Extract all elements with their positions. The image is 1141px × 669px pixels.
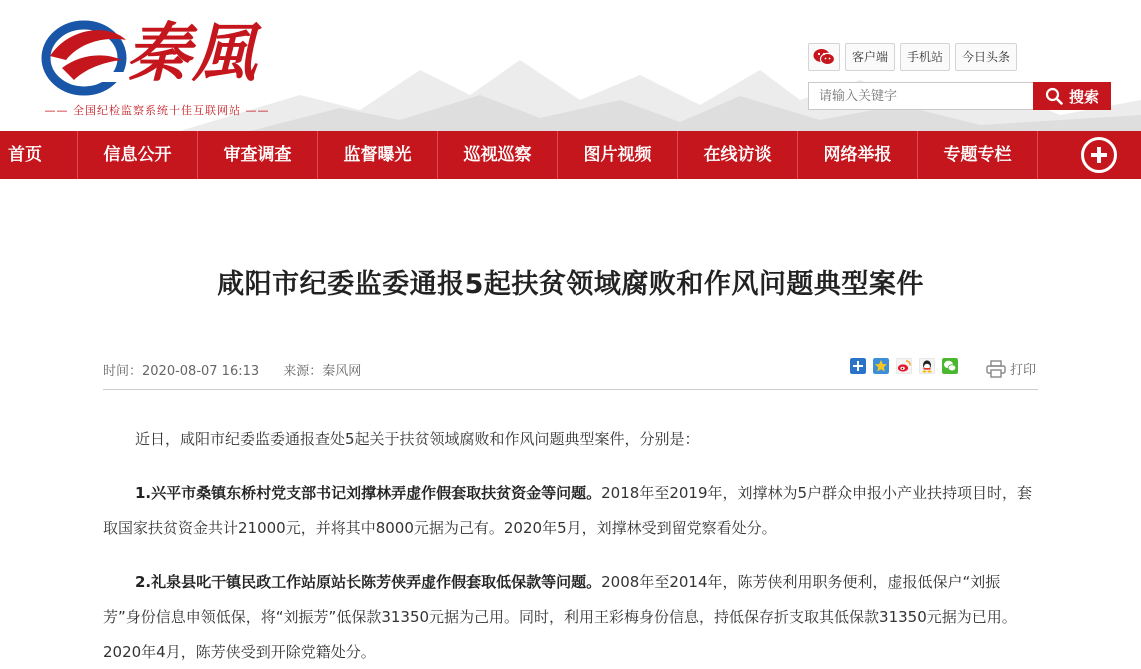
case-paragraph [103, 565, 1038, 669]
site-header [0, 0, 1141, 131]
article-title: 咸阳市纪委监委通报5起扶贫领域腐败和作风问题典型案件 [217, 269, 924, 300]
article-source: 来源：秦风网 [283, 364, 362, 379]
nav-item-online-report[interactable]: 网络举报 [798, 131, 918, 179]
logo-text: 秦風 [126, 16, 258, 91]
article-meta [103, 360, 381, 379]
case-text: 2008年至2014年，陈芳侠利用职务便利，虚报低保户“刘振芳”身份信息申领低保，将“刘振芳”低保款31350元据为己用。同时，利用王彩梅身份信息，持低保存折支取其低保款31350元据为已用。2020年4月，陈芳侠受到开除党籍处分。 [103, 573, 1017, 661]
nav-item-online-interview[interactable]: 在线访谈 [678, 131, 798, 179]
share-more-icon[interactable] [850, 358, 866, 374]
search-button-label: 搜索 [1068, 87, 1099, 106]
printer-icon [986, 360, 1006, 378]
search-input[interactable] [808, 82, 1033, 110]
site-logo[interactable] [22, 12, 292, 122]
search-icon [1045, 87, 1063, 105]
nav-item-info-disclosure[interactable]: 信息公开 [78, 131, 198, 179]
print-button[interactable] [986, 359, 1036, 378]
mobile-site-link[interactable]: 手机站 [900, 43, 950, 71]
article-body [103, 422, 1038, 669]
client-app-link[interactable]: 客户端 [845, 43, 895, 71]
case-text: 2018年至2019年，刘撑林为5户群众申报小产业扶持项目时，套取国家扶贫资金共计21000元，并将其中8000元据为己有。2020年5月，刘撑林受到留党察看处分。 [103, 484, 1033, 537]
qzone-icon[interactable] [873, 358, 889, 374]
nav-item-home[interactable]: 首页 [0, 131, 78, 179]
weibo-icon[interactable] [896, 358, 912, 374]
share-bar [850, 358, 958, 374]
publish-time: 时间：2020-08-07 16:13 [103, 364, 260, 379]
nav-item-supervision-exposure[interactable]: 监督曝光 [318, 131, 438, 179]
case-heading: 2.礼泉县叱干镇民政工作站原站长陈芳侠弄虚作假套取低保款等问题。 [135, 573, 602, 591]
logo-tagline: —— 全国纪检监察系统十佳互联网站 —— [44, 104, 270, 117]
print-label: 打印 [1010, 363, 1037, 378]
nav-item-photo-video[interactable]: 图片视频 [558, 131, 678, 179]
top-links [808, 43, 1017, 71]
plus-circle-icon[interactable] [1081, 137, 1117, 173]
qq-icon[interactable] [919, 358, 935, 374]
nav-item-investigation[interactable]: 审查调查 [198, 131, 318, 179]
nav-item-special-topics[interactable]: 专题专栏 [918, 131, 1038, 179]
logo-mark-icon [40, 16, 128, 96]
article-intro: 近日，咸阳市纪委监委通报查处5起关于扶贫领域腐败和作风问题典型案件，分别是： [135, 430, 700, 448]
search-bar [808, 82, 1112, 110]
wechat-share-icon[interactable] [942, 358, 958, 374]
search-button[interactable] [1033, 82, 1111, 110]
main-nav [0, 131, 1141, 179]
case-paragraph [103, 476, 1038, 546]
case-heading: 1.兴平市桑镇东桥村党支部书记刘撑林弄虚作假套取扶贫资金等问题。 [135, 484, 602, 502]
wechat-button[interactable] [808, 43, 840, 71]
nav-item-inspection-tour[interactable]: 巡视巡察 [438, 131, 558, 179]
wechat-icon [813, 48, 835, 66]
meta-divider [103, 389, 1038, 390]
toutiao-link[interactable]: 今日头条 [955, 43, 1017, 71]
